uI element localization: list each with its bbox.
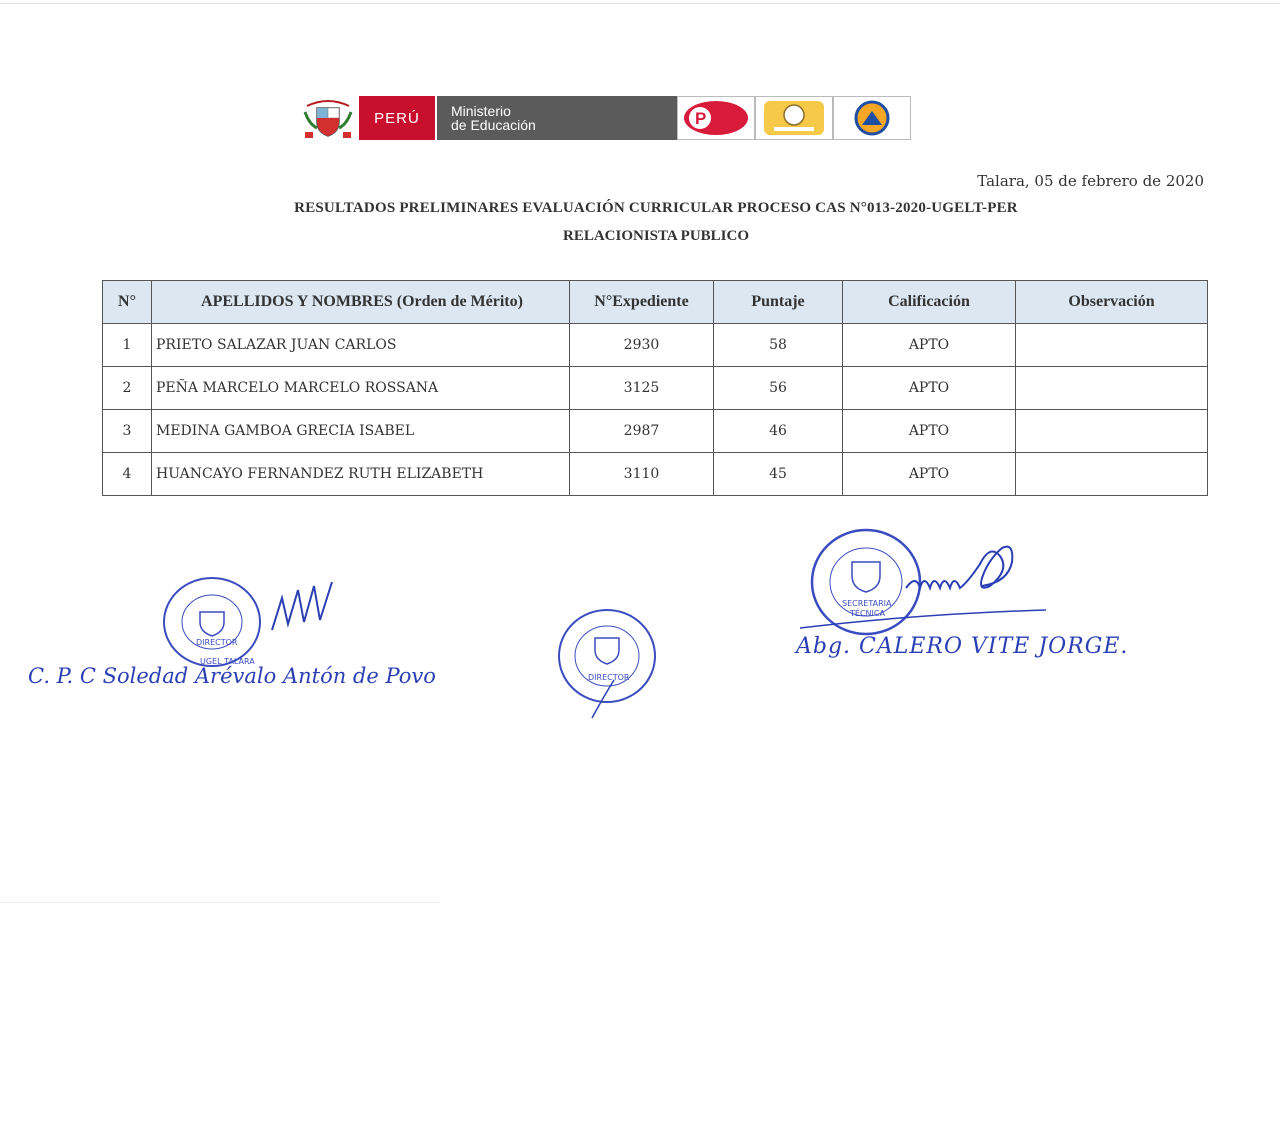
table-row [103, 453, 1208, 496]
left-signature [268, 580, 338, 644]
cell-observacion [1016, 367, 1208, 410]
cell-observacion [1016, 453, 1208, 496]
right-signer-name: Abg. CALERO VITE JORGE. [796, 634, 1129, 659]
cell-name: PRIETO SALAZAR JUAN CARLOS [152, 324, 570, 367]
cell-name: PEÑA MARCELO MARCELO ROSSANA [152, 367, 570, 410]
cell-calificacion: APTO [843, 453, 1016, 496]
cell-puntaje: 56 [714, 367, 843, 410]
left-signer-name: C. P. C Soledad Arévalo Antón de Povo [28, 664, 436, 688]
header-calificacion: Calificación [843, 281, 1016, 324]
header-expediente: N°Expediente [570, 281, 714, 324]
cell-calificacion: APTO [843, 410, 1016, 453]
cell-no: 3 [103, 410, 152, 453]
peru-label: PERÚ [374, 109, 420, 127]
cell-observacion [1016, 410, 1208, 453]
cell-expediente: 3110 [570, 453, 714, 496]
cell-puntaje: 45 [714, 453, 843, 496]
table-row [103, 410, 1208, 453]
document-title: RESULTADOS PRELIMINARES EVALUACIÓN CURRICULAR PROCESO CAS N°013-2020-UGELT-PER [294, 200, 1018, 216]
table-row [103, 367, 1208, 410]
table-header-row [103, 281, 1208, 324]
coat-of-arms-icon [297, 96, 359, 140]
cell-name: MEDINA GAMBOA GRECIA ISABEL [152, 410, 570, 453]
cell-name: HUANCAYO FERNANDEZ RUTH ELIZABETH [152, 453, 570, 496]
ministry-line-2: de Educación [451, 117, 536, 133]
cell-no: 2 [103, 367, 152, 410]
cell-no: 1 [103, 324, 152, 367]
minedu-logo [435, 96, 677, 140]
seal-icon [160, 572, 270, 672]
cell-calificacion: APTO [843, 324, 1016, 367]
results-table [102, 280, 1208, 496]
cell-expediente: 2930 [570, 324, 714, 367]
header-no: N° [103, 281, 152, 324]
scan-edge [0, 902, 440, 903]
cell-expediente: 2987 [570, 410, 714, 453]
peru-logo [359, 96, 435, 140]
right-stamp-role-2: TÉCNICA [850, 609, 885, 618]
right-stamp-role-1: SECRETARIA [842, 599, 892, 608]
scan-edge [0, 3, 1280, 4]
center-stamp [552, 604, 662, 726]
center-stamp-role: DIRECTOR [588, 673, 630, 682]
ministry-line-1: Ministerio [451, 103, 511, 119]
header-puntaje: Puntaje [714, 281, 843, 324]
header-name: APELLIDOS Y NOMBRES (Orden de Mérito) [152, 281, 570, 324]
emblem-logo [833, 96, 911, 140]
table-row [103, 324, 1208, 367]
ugel-logo [755, 96, 833, 140]
header-logos [297, 96, 911, 140]
left-stamp-unit: UGEL TALARA [200, 657, 255, 666]
p-logo [677, 96, 755, 140]
cell-no: 4 [103, 453, 152, 496]
left-stamp-role: DIRECTOR [196, 638, 238, 647]
cell-calificacion: APTO [843, 367, 1016, 410]
cell-puntaje: 46 [714, 410, 843, 453]
header-observacion: Observación [1016, 281, 1208, 324]
document-date: Talara, 05 de febrero de 2020 [977, 172, 1204, 190]
right-signature [796, 524, 1056, 638]
cell-puntaje: 58 [714, 324, 843, 367]
cell-observacion [1016, 324, 1208, 367]
seal-icon [552, 604, 662, 722]
document-subtitle: RELACIONISTA PUBLICO [562, 228, 749, 244]
cell-expediente: 3125 [570, 367, 714, 410]
svg-text:P: P [695, 109, 707, 128]
left-stamp [160, 572, 270, 676]
